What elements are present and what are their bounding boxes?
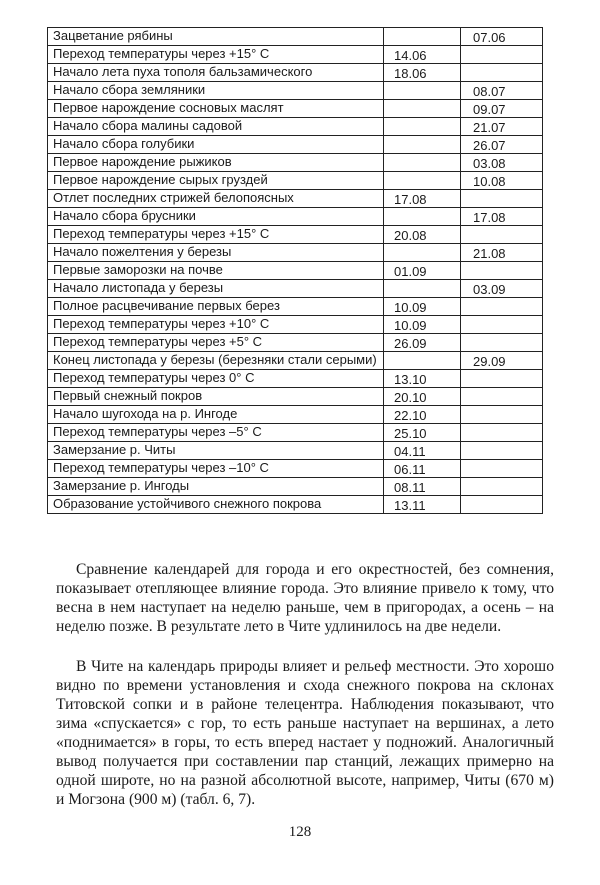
table-row <box>48 316 543 334</box>
outskirts-date-cell <box>461 406 543 424</box>
table-row <box>48 136 543 154</box>
paragraph-comparison: Сравнение календарей для города и его окрестностей, без сомнения, показывает отепляющее влияние города. Это влияние привело к тому, что весна в нем наступает на неделю раньше, чем в пригородах, а осень – на неделю позже. В результате лето в Чите удлинилось на две недели. <box>56 561 554 635</box>
city-date-cell <box>384 370 461 388</box>
outskirts-date-cell <box>461 316 543 334</box>
outskirts-date-cell <box>461 352 543 370</box>
event-cell-text: Первые заморозки на почве <box>53 262 223 277</box>
city-date-cell <box>384 136 461 154</box>
event-cell <box>48 82 384 100</box>
outskirts-date-cell <box>461 244 543 262</box>
event-cell-text: Переход температуры через –5° С <box>53 424 262 439</box>
city-date-cell <box>384 478 461 496</box>
city-date-cell <box>384 388 461 406</box>
outskirts-date-cell <box>461 424 543 442</box>
table-row <box>48 190 543 208</box>
city-date-cell-text: 22.10 <box>394 408 427 423</box>
event-cell-text: Переход температуры через 0° С <box>53 370 255 385</box>
outskirts-date-cell <box>461 190 543 208</box>
city-date-cell-text: 14.06 <box>394 48 427 63</box>
event-cell <box>48 172 384 190</box>
city-date-cell-text: 20.08 <box>394 228 427 243</box>
table-row <box>48 478 543 496</box>
outskirts-date-cell <box>461 100 543 118</box>
event-cell <box>48 208 384 226</box>
table-row <box>48 46 543 64</box>
city-date-cell-text: 20.10 <box>394 390 427 405</box>
table-row <box>48 370 543 388</box>
outskirts-date-cell-text: 09.07 <box>473 102 506 117</box>
table-row <box>48 388 543 406</box>
city-date-cell-text: 01.09 <box>394 264 427 279</box>
outskirts-date-cell <box>461 64 543 82</box>
event-cell <box>48 28 384 46</box>
event-cell-text: Начало сбора брусники <box>53 208 196 223</box>
event-cell-text: Первое нарождение сосновых маслят <box>53 100 284 115</box>
outskirts-date-cell <box>461 334 543 352</box>
outskirts-date-cell <box>461 442 543 460</box>
event-cell-text: Начало листопада у березы <box>53 280 224 295</box>
table-row <box>48 208 543 226</box>
table-row <box>48 262 543 280</box>
outskirts-date-cell <box>461 154 543 172</box>
table-row <box>48 424 543 442</box>
outskirts-date-cell-text: 03.08 <box>473 156 506 171</box>
table-row <box>48 226 543 244</box>
event-cell-text: Отлет последних стрижей белопоясных <box>53 190 294 205</box>
event-cell-text: Образование устойчивого снежного покрова <box>53 496 322 511</box>
event-cell <box>48 64 384 82</box>
outskirts-date-cell <box>461 208 543 226</box>
outskirts-date-cell-text: 03.09 <box>473 282 506 297</box>
city-date-cell-text: 10.09 <box>394 300 427 315</box>
event-cell-text: Начало шугохода на р. Ингоде <box>53 406 238 421</box>
event-cell <box>48 334 384 352</box>
table-row <box>48 352 543 370</box>
event-cell-text: Переход температуры через –10° С <box>53 460 269 475</box>
table-row <box>48 172 543 190</box>
city-date-cell <box>384 316 461 334</box>
table-row <box>48 460 543 478</box>
event-cell <box>48 316 384 334</box>
event-cell <box>48 352 384 370</box>
city-date-cell <box>384 208 461 226</box>
city-date-cell-text: 13.10 <box>394 372 427 387</box>
event-cell <box>48 298 384 316</box>
city-date-cell <box>384 64 461 82</box>
city-date-cell <box>384 460 461 478</box>
event-cell-text: Начало лета пуха тополя бальзамического <box>53 64 313 79</box>
outskirts-date-cell <box>461 478 543 496</box>
event-cell <box>48 388 384 406</box>
table-row <box>48 28 543 46</box>
event-cell <box>48 190 384 208</box>
city-date-cell <box>384 280 461 298</box>
outskirts-date-cell-text: 07.06 <box>473 30 506 45</box>
city-date-cell <box>384 46 461 64</box>
event-cell <box>48 496 384 514</box>
event-cell-text: Первое нарождение рыжиков <box>53 154 232 169</box>
table-row <box>48 244 543 262</box>
table-row <box>48 280 543 298</box>
event-cell <box>48 478 384 496</box>
event-cell-text: Переход температуры через +15° С <box>53 226 270 241</box>
event-cell <box>48 406 384 424</box>
event-cell-text: Полное расцвечивание первых берез <box>53 298 280 313</box>
city-date-cell <box>384 244 461 262</box>
paragraph-relief: В Чите на календарь природы влияет и рельеф местности. Это хорошо видно по времени установления и схода снежного покрова на склонах Титовской сопки и в районе телецентра. Наблюдения показывают, что зима «спускается» с гор, то есть раньше наступает на вершинах, а лето «поднимается» в горы, то есть вперед настает у подножий. Аналогичный вывод получается при составлении пар станций, лежащих примерно на одной широте, но на разной абсолютной высоте, например, Читы (670 м) и Могзона (900 м) (табл. 6, 7). <box>56 658 554 808</box>
event-cell-text: Переход температуры через +15° С <box>53 46 270 61</box>
table-row <box>48 334 543 352</box>
event-cell-text: Начало сбора голубики <box>53 136 195 151</box>
event-cell <box>48 136 384 154</box>
city-date-cell <box>384 28 461 46</box>
event-cell <box>48 442 384 460</box>
event-cell <box>48 154 384 172</box>
table-row <box>48 82 543 100</box>
page-number: 128 <box>288 824 312 840</box>
city-date-cell-text: 17.08 <box>394 192 427 207</box>
outskirts-date-cell-text: 08.07 <box>473 84 506 99</box>
outskirts-date-cell <box>461 82 543 100</box>
outskirts-date-cell <box>461 172 543 190</box>
event-cell <box>48 118 384 136</box>
event-cell <box>48 280 384 298</box>
outskirts-date-cell <box>461 388 543 406</box>
event-cell <box>48 226 384 244</box>
event-cell <box>48 460 384 478</box>
phenology-table <box>47 27 543 514</box>
table-row <box>48 442 543 460</box>
event-cell-text: Переход температуры через +5° С <box>53 334 263 349</box>
city-date-cell <box>384 334 461 352</box>
city-date-cell <box>384 82 461 100</box>
table-row <box>48 64 543 82</box>
event-cell-text: Начало пожелтения у березы <box>53 244 232 259</box>
outskirts-date-cell <box>461 460 543 478</box>
outskirts-date-cell <box>461 28 543 46</box>
city-date-cell-text: 08.11 <box>394 480 426 495</box>
table-body <box>48 28 543 514</box>
outskirts-date-cell <box>461 136 543 154</box>
table-row <box>48 406 543 424</box>
city-date-cell-text: 13.11 <box>394 498 426 513</box>
city-date-cell <box>384 496 461 514</box>
city-date-cell <box>384 226 461 244</box>
city-date-cell <box>384 262 461 280</box>
city-date-cell-text: 04.11 <box>394 444 426 459</box>
city-date-cell-text: 26.09 <box>394 336 427 351</box>
outskirts-date-cell <box>461 496 543 514</box>
event-cell-text: Замерзание р. Читы <box>53 442 176 457</box>
event-cell <box>48 262 384 280</box>
outskirts-date-cell-text: 10.08 <box>473 174 506 189</box>
city-date-cell <box>384 118 461 136</box>
outskirts-date-cell <box>461 298 543 316</box>
city-date-cell <box>384 442 461 460</box>
outskirts-date-cell <box>461 46 543 64</box>
event-cell-text: Замерзание р. Ингоды <box>53 478 190 493</box>
event-cell-text: Начало сбора земляники <box>53 82 206 97</box>
city-date-cell <box>384 424 461 442</box>
outskirts-date-cell-text: 26.07 <box>473 138 506 153</box>
table-row <box>48 496 543 514</box>
city-date-cell-text: 06.11 <box>394 462 426 477</box>
city-date-cell <box>384 100 461 118</box>
outskirts-date-cell-text: 17.08 <box>473 210 506 225</box>
outskirts-date-cell <box>461 118 543 136</box>
outskirts-date-cell-text: 21.07 <box>473 120 506 135</box>
city-date-cell <box>384 298 461 316</box>
event-cell-text: Начало сбора малины садовой <box>53 118 243 133</box>
city-date-cell <box>384 352 461 370</box>
city-date-cell-text: 25.10 <box>394 426 427 441</box>
city-date-cell <box>384 172 461 190</box>
city-date-cell <box>384 406 461 424</box>
city-date-cell <box>384 154 461 172</box>
event-cell <box>48 244 384 262</box>
event-cell-text: Конец листопада у березы (березняки стали серыми) <box>53 352 377 367</box>
city-date-cell-text: 18.06 <box>394 66 427 81</box>
table-row <box>48 154 543 172</box>
outskirts-date-cell <box>461 370 543 388</box>
table-row <box>48 118 543 136</box>
event-cell-text: Первый снежный покров <box>53 388 203 403</box>
event-cell-text: Первое нарождение сырых груздей <box>53 172 268 187</box>
event-cell <box>48 370 384 388</box>
outskirts-date-cell-text: 21.08 <box>473 246 506 261</box>
event-cell <box>48 100 384 118</box>
outskirts-date-cell <box>461 280 543 298</box>
event-cell-text: Зацветание рябины <box>53 28 173 43</box>
city-date-cell-text: 10.09 <box>394 318 427 333</box>
event-cell-text: Переход температуры через +10° С <box>53 316 270 331</box>
event-cell <box>48 424 384 442</box>
outskirts-date-cell-text: 29.09 <box>473 354 506 369</box>
event-cell <box>48 46 384 64</box>
outskirts-date-cell <box>461 262 543 280</box>
city-date-cell <box>384 190 461 208</box>
outskirts-date-cell <box>461 226 543 244</box>
table-row <box>48 100 543 118</box>
table-row <box>48 298 543 316</box>
